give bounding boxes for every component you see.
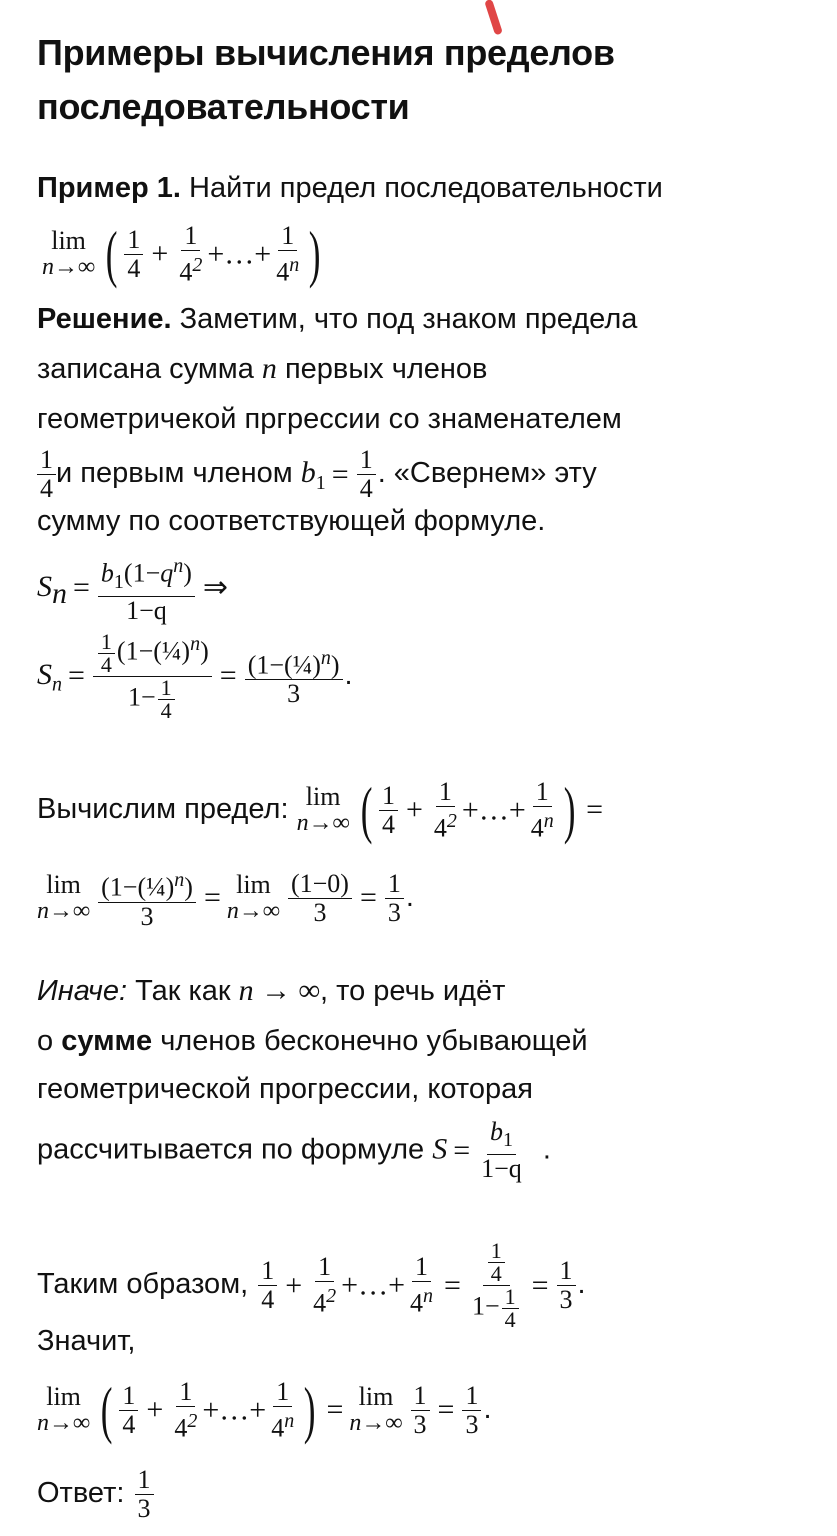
solution-line-1: Решение. Заметим, что под знаком предела	[37, 303, 638, 335]
compute-limit-line-2: lim n→∞ $\frac{(1-(\frac{1}{4})^n)}{3}$ = lim n→∞ $\frac{(1-0)}{3}$ = $\frac{1}{3}$ .	[37, 866, 414, 931]
solution-line-4: $\frac{1}{4}$ и первым членом $b_1$ = $\frac{1}{4}$ . «Свернем» эту	[37, 446, 597, 503]
lim-operator: lim n→∞	[42, 226, 96, 281]
solution-line-2: записана сумма n первых членов	[37, 352, 488, 385]
answer-value: $\frac{1}{3}$	[135, 1466, 154, 1523]
hence-label: Значит,	[37, 1325, 136, 1357]
example-statement	[37, 171, 663, 205]
otherwise-line-3: геометрической прогрессии, которая	[37, 1073, 533, 1105]
hence-expression: lim n→∞ ( $\frac{1}{4}$ + $\frac{1}{4^2}$ +…+ $\frac{1}{4^n}$ ) = lim n→∞ $\frac{1}{3}$ = $\frac{1}{3}$ .	[37, 1374, 492, 1446]
sum-formula-specific: $S_n$ = $\frac{1}{4}$ (1−(¼)$^n$) 1− $\frac{1}{4}$ = $\frac{(1-(\frac{1}{4})^n)}{3}$ .	[37, 629, 353, 724]
otherwise-label: Иначе:	[37, 975, 128, 1007]
compute-limit-line-1: Вычислим предел: lim n→∞ ( $\frac{1}{4}$ + $\frac{1}{4^2}$ +…+ $\frac{1}{4^n}$ ) =	[37, 774, 603, 846]
title-line-2: последовательности	[37, 86, 410, 127]
limit-expression-1: lim n→∞ ( $\frac{1}{4}$ + $\frac{1}{4^2}$ +…+ $\frac{1}{4^n}$ )	[42, 218, 321, 290]
solution-label: Решение.	[37, 303, 172, 335]
otherwise-line-2: о сумме членов бесконечно убывающей	[37, 1025, 588, 1057]
otherwise-line-4: рассчитывается по формуле S = $\frac{b_1}{1-q}$ .	[37, 1117, 551, 1184]
page-title	[37, 26, 615, 134]
title-line-1: Примеры вычисления пределов	[37, 32, 615, 73]
sum-formula-general: $S_n$ = $\frac{b_1(1-q^n)}{1-q}$ ⇒	[37, 552, 234, 625]
otherwise-line-1: Иначе: Так как n → ∞, то речь идёт	[37, 974, 506, 1007]
example-label: Пример 1.	[37, 172, 181, 204]
answer-label: Ответ:	[37, 1477, 125, 1510]
thus-line: Таким образом, $\frac{1}{4}$ + $\frac{1}{4^2}$ +…+ $\frac{1}{4^n}$ = $\frac{1}{4}$ 1− $\frac{1}{4}$ = $\frac{1}{3}$ .	[37, 1238, 586, 1332]
solution-line-5: сумму по соответствующей формуле.	[37, 505, 546, 537]
solution-line-3: геометричекой пргрессии со знаменателем	[37, 403, 622, 435]
answer-line	[37, 1466, 156, 1523]
example-text: Найти предел последовательности	[189, 172, 663, 204]
